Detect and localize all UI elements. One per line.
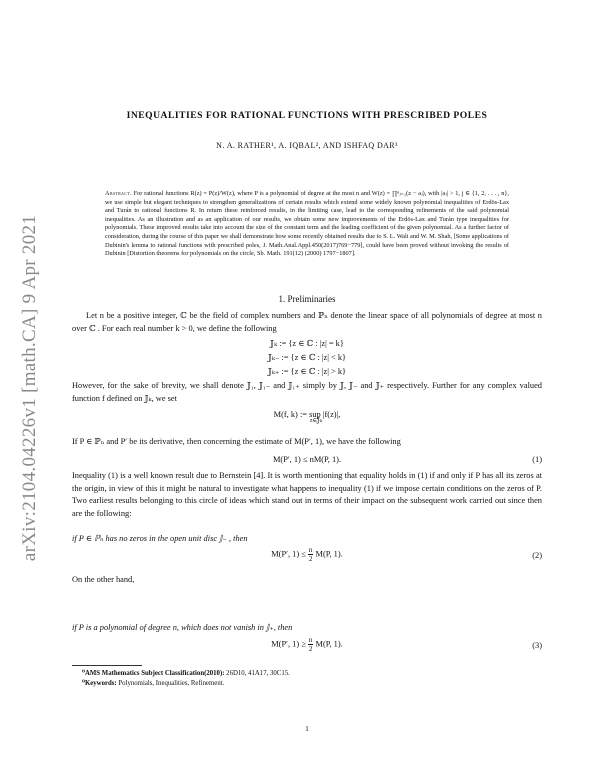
abstract-line: lemma to rational functions with prescribed poles, J. Math.Anal.Appl.450(2017)769−779], could have been: [131, 241, 409, 249]
page-number: 1: [305, 724, 309, 733]
paper-title: INEQUALITIES FOR RATIONAL FUNCTIONS WITH PRESCRIBED POLES: [126, 110, 488, 121]
theorem-statement-2: if P is a polynomial of degree n, which does not vanish in 𝕁₊, then: [72, 623, 293, 632]
eq2-frac-num: n: [308, 546, 313, 554]
abstract-line: and Turán to rational functions R. In return these reinforced results, in the limiting case, lead to the: [105, 207, 375, 215]
footnote-keywords: [82, 679, 224, 687]
eq3-fraction: [308, 636, 314, 653]
paragraph-bernstein: Inequality (1) is a well known result due to Bernstein [4]. It is worth mentioning that equality holds in (1) if and only if P has all its zeros at the origin, in view of this it might be natural to investigate what happens to inequality (1) if we impose certain conditions on the zeros of P. Two earliest results belonging to this circle of ideas which stand out in terms of their impact on the subsequent work carried out since then are the following:: [72, 471, 542, 518]
eq-max-text: M(f, k) := sup |f(z)|,: [273, 410, 341, 419]
footnote-msc-label: ⁰AMS Mathematics Subject Classification(2010):: [82, 670, 225, 677]
eq2-fraction: [308, 546, 314, 563]
eq2-number: (2): [532, 551, 542, 560]
equation-3: [72, 636, 542, 656]
equation-1: [72, 455, 542, 464]
abstract-line: 191(12) (2000) 1797−1807].: [283, 250, 356, 258]
eq3-number: (3): [532, 641, 542, 650]
eq2-left: M(P′, 1) ≤: [271, 549, 306, 559]
abstract-line: These improved results take into account the size of the constant term and the leading coefficient of the: [139, 224, 406, 232]
eq2-right: M(P, 1).: [315, 549, 343, 559]
footnote-keywords-text: Polynomials, Inequalities, Refinement.: [116, 680, 225, 687]
abstract-label: Abstract.: [105, 190, 132, 197]
footnote-msc-text: 26D10, 41A17, 30C15.: [224, 670, 290, 677]
eq2-frac-den: 2: [308, 555, 313, 563]
abstract-line: how some recently obtained results due to S. L. Wali and W. M. Shah, [Some applications of Dubinin's: [105, 232, 509, 249]
theorem-statement-1: if P ∈ ℙₙ has no zeros in the open unit disc 𝕁₋ , then: [72, 534, 248, 543]
abstract-line: For rational functions R(z) = P(z)/W(z), where P is a polynomial of degree at the most n and: [133, 190, 371, 197]
paper-authors: N. A. RATHER¹, A. IQBAL², AND ISHFAQ DAR³: [216, 141, 398, 150]
arxiv-stamp: arXiv:2104.04226v1 [math.CA] 9 Apr 2021: [19, 214, 40, 562]
equation-2: [72, 546, 542, 566]
abstract-line: proved without invoking the results of Dubinin [Distortion theorems for polynomials on the circle, Sb. Math.: [105, 241, 509, 258]
abstract: [105, 190, 509, 259]
eq3-left: M(P′, 1) ≥: [271, 639, 306, 649]
paragraph-other-hand: On the other hand,: [72, 575, 135, 584]
equation-max-modulus: [72, 410, 542, 424]
definition-disc-inner: 𝕁ₖ₋ := {z ∈ ℂ : |z| < k}: [267, 353, 347, 362]
eq1-text: M(P′, 1) ≤ nM(P, 1).: [272, 455, 342, 464]
definition-circle: 𝕁ₖ := {z ∈ ℂ : |z| = k}: [270, 339, 344, 348]
section-heading: 1. Preliminaries: [278, 294, 336, 304]
eq3-frac-num: n: [308, 636, 313, 644]
abstract-line: W(z) = ∏ⁿⱼ₌₁(z − aⱼ), with |aⱼ| > 1, j ∈ {1, 2, . . . , n}, we use simple but elegant techniques to strengthen: [105, 190, 509, 206]
footnote-keywords-label: ⁰Keywords:: [82, 680, 117, 687]
abstract-line: corresponding refinements of the said polynomial inequalities. As an illustration and as an application of: [105, 207, 509, 223]
paper-page: [72, 0, 542, 776]
eq-max-subscript: z∈𝕁ₖ: [309, 418, 323, 424]
abstract-line: our results, we obtain some new improvements of the Erdös-Lax and Turán type inequalities for polynomials.: [105, 215, 510, 232]
definition-disc-outer: 𝕁ₖ₊ := {z ∈ ℂ : |z| > k}: [267, 367, 347, 376]
abstract-line: given polynomial. As a further factor of consideration, during the course of this paper we shall demonstrate: [105, 224, 509, 240]
eq1-number: (1): [532, 455, 542, 464]
paragraph-brevity: However, for the sake of brevity, we shall denote 𝕁₁, 𝕁₁₋ and 𝕁₁₊ simply by 𝕁, 𝕁₋ and 𝕁₊ respectively. Further for any complex valued function f defined on 𝕁ₖ, we set: [72, 381, 542, 403]
footnote-msc: [82, 669, 290, 677]
footnote-rule: [72, 665, 142, 666]
eq3-right: M(P, 1).: [315, 639, 343, 649]
arxiv-sidebar: [0, 0, 56, 776]
paragraph-estimate: If P ∈ ℙₙ and P′ be its derivative, then concerning the estimate of M(P′, 1), we have the following: [72, 437, 401, 446]
paragraph-intro: Let n be a positive integer, ℂ be the field of complex numbers and ℙₙ denote the linear space of all polynomials of degree at most n over ℂ . For each real number k > 0, we define the following: [72, 311, 542, 333]
eq3-frac-den: 2: [308, 645, 313, 653]
abstract-line: generalizations of certain results which extend some widely known polynomial inequalities of Erdös-Lax: [238, 198, 509, 206]
